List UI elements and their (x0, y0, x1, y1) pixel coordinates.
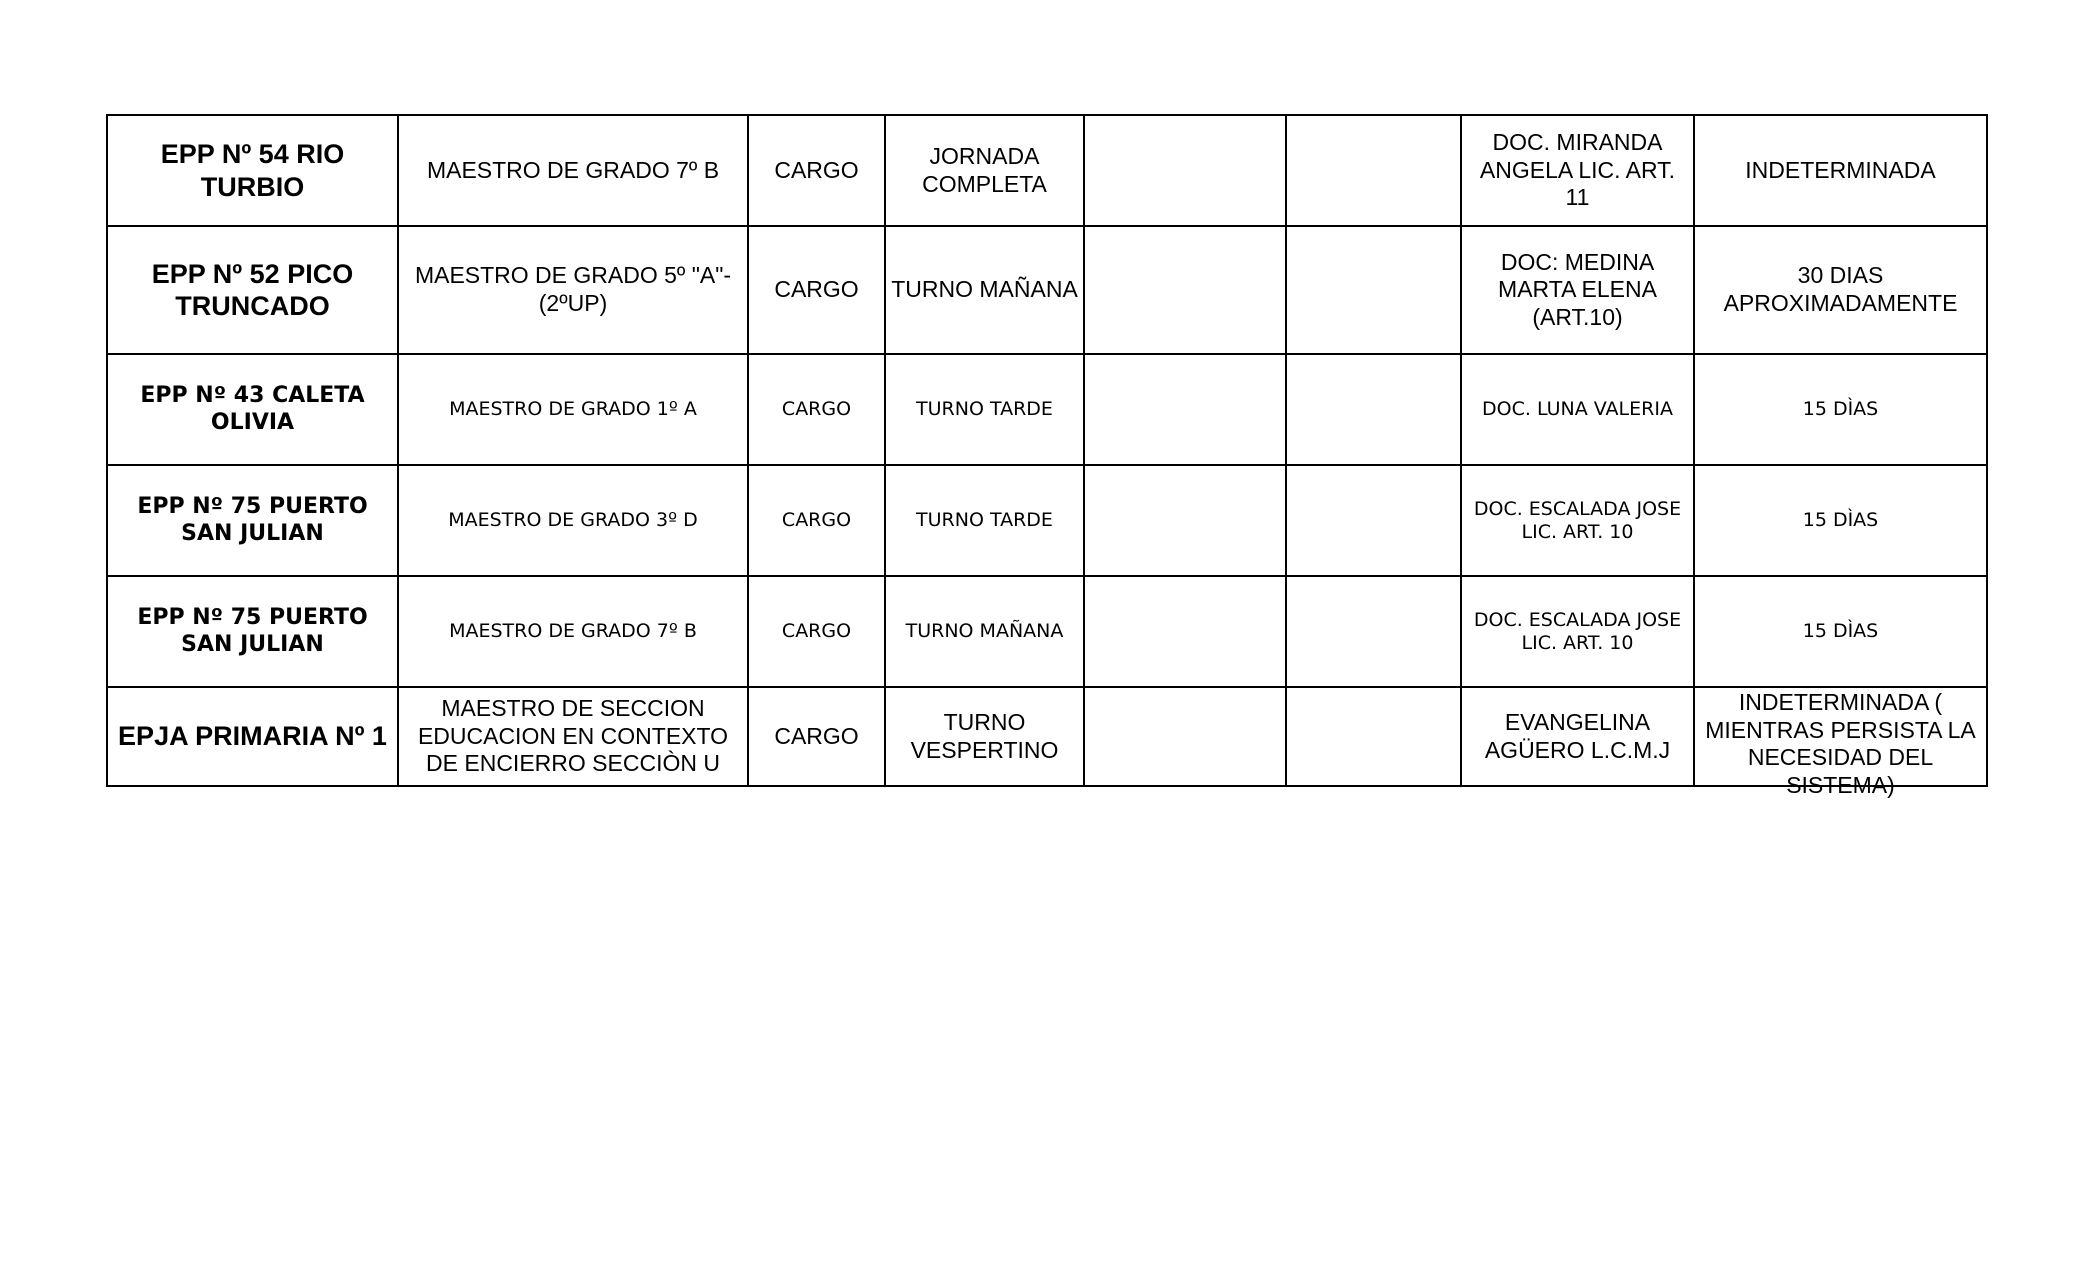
holder-cell: DOC: MEDINA MARTA ELENA (ART.10) (1461, 226, 1694, 354)
shift-cell: TURNO MAÑANA (885, 576, 1084, 687)
holder-cell: DOC. MIRANDA ANGELA LIC. ART. 11 (1461, 115, 1694, 226)
table-row (107, 687, 1987, 786)
empty-cell (1084, 226, 1286, 354)
school-cell: EPJA PRIMARIA Nº 1 (107, 687, 398, 786)
shift-cell: TURNO MAÑANA (885, 226, 1084, 354)
type-cell: CARGO (748, 465, 885, 576)
type-cell: CARGO (748, 354, 885, 465)
position-cell: MAESTRO DE GRADO 3º D (398, 465, 748, 576)
duration-cell: 15 DÌAS (1694, 354, 1987, 465)
position-cell: MAESTRO DE GRADO 5º "A"- (2ºUP) (398, 226, 748, 354)
empty-cell (1286, 354, 1461, 465)
table-row (107, 115, 1987, 226)
empty-cell (1286, 687, 1461, 786)
holder-cell: DOC. ESCALADA JOSE LIC. ART. 10 (1461, 465, 1694, 576)
position-cell: MAESTRO DE GRADO 7º B (398, 576, 748, 687)
empty-cell (1084, 115, 1286, 226)
school-cell: EPP Nº 54 RIO TURBIO (107, 115, 398, 226)
type-cell: CARGO (748, 576, 885, 687)
holder-cell: EVANGELINA AGÜERO L.C.M.J (1461, 687, 1694, 786)
table-row (107, 354, 1987, 465)
duration-cell: 15 DÌAS (1694, 465, 1987, 576)
school-cell: EPP Nº 75 PUERTO SAN JULIAN (107, 465, 398, 576)
position-cell: MAESTRO DE GRADO 7º B (398, 115, 748, 226)
shift-cell: TURNO VESPERTINO (885, 687, 1084, 786)
duration-cell: 15 DÌAS (1694, 576, 1987, 687)
holder-cell: DOC. ESCALADA JOSE LIC. ART. 10 (1461, 576, 1694, 687)
vacancy-table (106, 114, 1988, 798)
type-cell: CARGO (748, 226, 885, 354)
shift-cell: JORNADA COMPLETA (885, 115, 1084, 226)
empty-cell (1084, 354, 1286, 465)
empty-cell (1286, 465, 1461, 576)
table-row (107, 576, 1987, 687)
holder-cell: DOC. LUNA VALERIA (1461, 354, 1694, 465)
type-cell: CARGO (748, 115, 885, 226)
school-cell: EPP Nº 52 PICO TRUNCADO (107, 226, 398, 354)
school-cell: EPP Nº 43 CALETA OLIVIA (107, 354, 398, 465)
duration-cell: 30 DIAS APROXIMADAMENTE (1694, 226, 1987, 354)
empty-cell (1084, 576, 1286, 687)
empty-cell (1286, 115, 1461, 226)
empty-cell (1286, 576, 1461, 687)
shift-cell: TURNO TARDE (885, 465, 1084, 576)
shift-cell: TURNO TARDE (885, 354, 1084, 465)
table-row (107, 465, 1987, 576)
empty-cell (1084, 465, 1286, 576)
position-cell: MAESTRO DE SECCION EDUCACION EN CONTEXTO DE ENCIERRO SECCIÒN U (398, 687, 748, 786)
empty-cell (1084, 687, 1286, 786)
empty-cell (1286, 226, 1461, 354)
table-row (107, 226, 1987, 354)
duration-cell: INDETERMINADA (1694, 115, 1987, 226)
duration-text: INDETERMINADA ( MIENTRAS PERSISTA LA NECESIDAD DEL SISTEMA) (1705, 689, 1976, 798)
position-cell: MAESTRO DE GRADO 1º A (398, 354, 748, 465)
school-cell: EPP Nº 75 PUERTO SAN JULIAN (107, 576, 398, 687)
duration-cell (1694, 687, 1987, 798)
type-cell: CARGO (748, 687, 885, 786)
